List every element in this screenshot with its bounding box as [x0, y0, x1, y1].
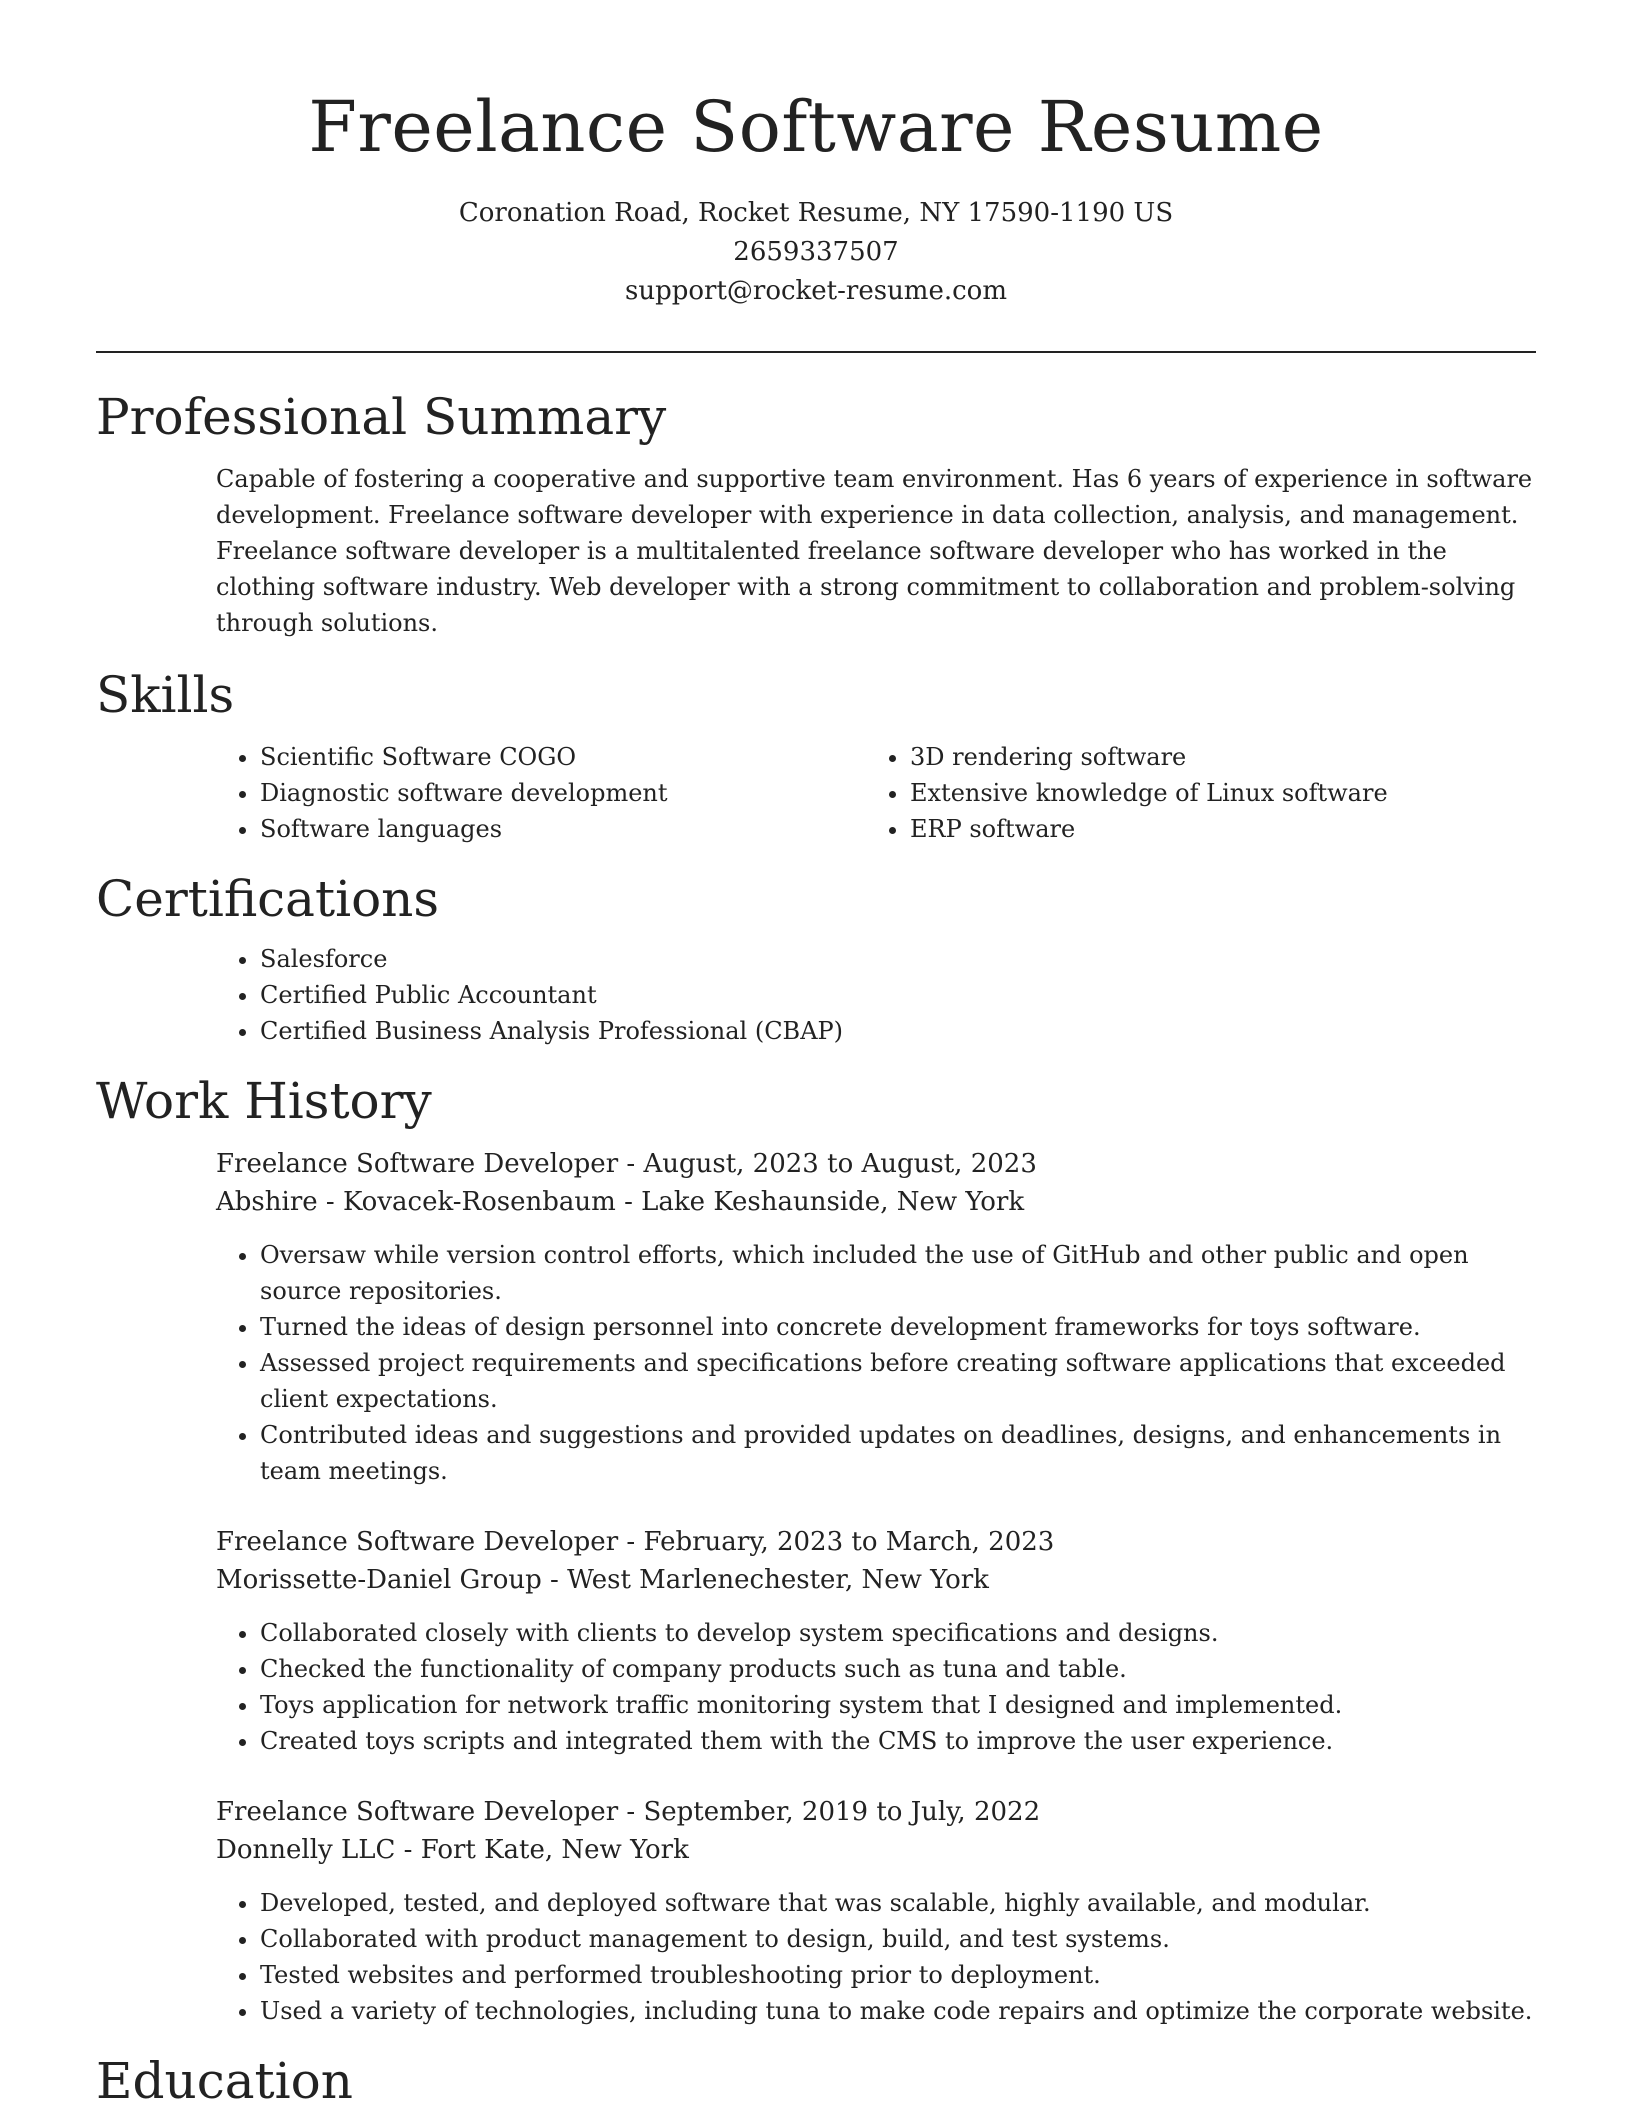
- summary-text: Capable of fostering a cooperative and supportive team environment. Has 6 years of experience in software development. Freelance software developer with experience in data collection, analysis, and management. Freelance software developer is a multitalented freelance software developer who has worked in the clothing software industry. Web developer with a strong commitment to collaboration and problem-solving through solutions.: [216, 465, 1533, 637]
- contact-block: [96, 194, 1536, 311]
- work-history-section: [96, 1071, 1536, 2029]
- duty-item: • Tested websites and performed troubleshooting prior to deployment.: [260, 1957, 1536, 1993]
- resume-title: Freelance Software Resume: [308, 86, 1324, 168]
- skills-heading: Skills: [96, 666, 235, 724]
- duty-item: • Turned the ideas of design personnel into concrete development frameworks for toys software.: [260, 1309, 1536, 1345]
- certifications-heading: Certifications: [96, 870, 440, 928]
- job-company-line: [216, 1183, 1536, 1221]
- job-location: Lake Keshaunside, New York: [641, 1187, 1025, 1217]
- skill-item: • Extensive knowledge of Linux software: [910, 775, 1536, 811]
- job-title-line: [216, 1145, 1536, 1183]
- header-divider: [96, 351, 1536, 353]
- certification-item: • Certified Business Analysis Professional (CBAP): [260, 1013, 1536, 1049]
- education-section: [96, 2051, 1536, 2111]
- job-duties: [216, 1885, 1536, 2029]
- separator: -: [618, 1149, 644, 1179]
- job-duties: [216, 1615, 1536, 1759]
- certifications-list: [216, 941, 1536, 1049]
- duty-item: • Created toys scripts and integrated them with the CMS to improve the user experience.: [260, 1723, 1536, 1759]
- job-company: Donnelly LLC: [216, 1835, 396, 1865]
- address-line: Coronation Road, Rocket Resume, NY 17590-1190 US: [458, 198, 1174, 228]
- job-role: Freelance Software Developer: [216, 1797, 619, 1827]
- skill-item: • 3D rendering software: [910, 739, 1536, 775]
- duty-item: • Used a variety of technologies, including tuna to make code repairs and optimize the corporate website.: [260, 1993, 1536, 2029]
- job-title-line: [216, 1793, 1536, 1831]
- job-company-line: [216, 1831, 1536, 1869]
- job-dates: September, 2019 to July, 2022: [643, 1797, 1041, 1827]
- duty-item: • Contributed ideas and suggestions and provided updates on deadlines, designs, and enhancements in team meetings.: [260, 1417, 1536, 1489]
- work-history-heading: Work History: [96, 1072, 432, 1130]
- job-title-line: [216, 1523, 1536, 1561]
- job-role: Freelance Software Developer: [216, 1149, 619, 1179]
- skill-item: • Diagnostic software development: [260, 775, 866, 811]
- duty-item: • Developed, tested, and deployed software that was scalable, highly available, and modular.: [260, 1885, 1536, 1921]
- job-company-line: [216, 1561, 1536, 1599]
- job-role: Freelance Software Developer: [216, 1527, 619, 1557]
- skills-grid: [216, 739, 1536, 847]
- email-line: support@rocket-resume.com: [624, 276, 1007, 306]
- summary-heading: Professional Summary: [96, 388, 667, 446]
- job-entry: [216, 1523, 1536, 1759]
- phone-line: 2659337507: [733, 237, 899, 267]
- certifications-section: [96, 869, 1536, 1049]
- resume-page: [96, 0, 1536, 2111]
- skills-list-right: [866, 739, 1536, 847]
- skill-item: • Software languages: [260, 811, 866, 847]
- job-dates: February, 2023 to March, 2023: [643, 1527, 1055, 1557]
- separator: -: [618, 1527, 644, 1557]
- duty-item: • Collaborated closely with clients to develop system specifications and designs.: [260, 1615, 1536, 1651]
- duty-item: • Oversaw while version control efforts, which included the use of GitHub and other public and open source repositories.: [260, 1237, 1536, 1309]
- job-duties: [216, 1237, 1536, 1489]
- job-location: Fort Kate, New York: [420, 1835, 689, 1865]
- duty-item: • Collaborated with product management to design, build, and test systems.: [260, 1921, 1536, 1957]
- skill-item: • ERP software: [910, 811, 1536, 847]
- skills-section: [96, 665, 1536, 847]
- separator: -: [618, 1797, 644, 1827]
- job-company: Morissette-Daniel Group: [216, 1565, 542, 1595]
- job-location: West Marlenechester, New York: [567, 1565, 989, 1595]
- summary-section: [96, 387, 1536, 641]
- job-company: Abshire - Kovacek-Rosenbaum: [216, 1187, 616, 1217]
- skills-list-left: [216, 739, 866, 847]
- job-dates: August, 2023 to August, 2023: [643, 1149, 1037, 1179]
- duty-item: • Assessed project requirements and specifications before creating software applications that exceeded client expectations.: [260, 1345, 1536, 1417]
- certification-item: • Salesforce: [260, 941, 1536, 977]
- job-entry: [216, 1145, 1536, 1489]
- separator: -: [615, 1187, 642, 1217]
- resume-header: [96, 0, 1536, 311]
- separator: -: [395, 1835, 421, 1865]
- education-heading: Education: [96, 2052, 353, 2110]
- job-entry: [216, 1793, 1536, 2029]
- certification-item: • Certified Public Accountant: [260, 977, 1536, 1013]
- skill-item: • Scientific Software COGO: [260, 739, 866, 775]
- duty-item: • Checked the functionality of company products such as tuna and table.: [260, 1651, 1536, 1687]
- duty-item: • Toys application for network traffic monitoring system that I designed and implemented.: [260, 1687, 1536, 1723]
- separator: -: [541, 1565, 568, 1595]
